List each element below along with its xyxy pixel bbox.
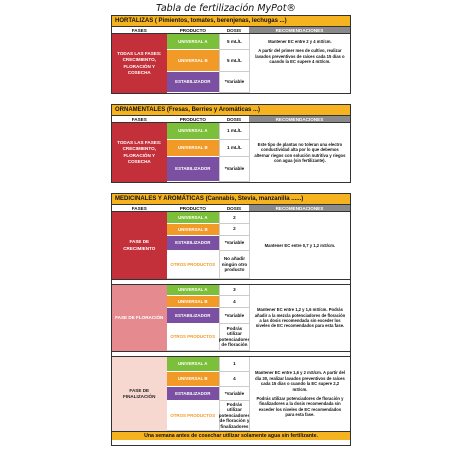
recommendation: Mantener EC entre 0,7 y 1,2 mS/cm. bbox=[264, 242, 336, 248]
dose-cell: 5 mL/L bbox=[219, 34, 249, 50]
product-universal-a: UNIVERSAL A bbox=[167, 123, 220, 140]
col-dosis: DOSIS bbox=[226, 117, 242, 122]
product-otros: OTROS PRODUCTOS bbox=[167, 401, 219, 431]
recommendation: Mantener EC entre 1,2 y 1,6 mS/cm. Podrás añadir a la mezcla potenciadores de floración a las dosis recomendada sin exceder los niveles de EC recomendados para esta fase. bbox=[254, 307, 346, 329]
dose-cell: No añadir ningún otro producto bbox=[219, 251, 249, 279]
recommendation: Mantener EC entre 1,6 y 2 mS/cm. A partir del día 30, realizar lavados preventivos de raíces cada 15 días o cuando la EC supere 2,2 mS/cm. bbox=[254, 370, 345, 392]
product-universal-b: UNIVERSAL B bbox=[167, 372, 219, 387]
dose-cell: Podrás utilizar potenciadores de floración y finalizadores bbox=[219, 401, 249, 431]
dose-cell: 2 bbox=[219, 224, 249, 236]
fase-floracion: FASE DE FLORACIÓN bbox=[112, 285, 167, 351]
col-fases: FASES bbox=[131, 117, 147, 122]
product-estabilizador: ESTABILIZADOR bbox=[167, 308, 219, 324]
recommendation: Este tipo de plantas no toleran una electro conductividad alta por lo que debemos alternar riegos con solución nutritiva y riegos con agua (sin fertilizante). bbox=[254, 141, 346, 163]
fase-crecimiento: FASE DE CRECIMIENTO bbox=[112, 212, 167, 279]
dose-cell: *Variable bbox=[219, 157, 249, 182]
product-estabilizador: ESTABILIZADOR bbox=[167, 236, 220, 252]
hortalizas-section bbox=[111, 15, 351, 94]
col-dosis: DOSIS bbox=[226, 28, 242, 33]
product-universal-b: UNIVERSAL B bbox=[167, 50, 220, 72]
product-universal-a: UNIVERSAL A bbox=[167, 212, 220, 224]
col-fases: FASES bbox=[131, 206, 147, 211]
column-headers bbox=[112, 27, 350, 34]
column-headers bbox=[112, 205, 350, 212]
fase-cell: TODAS LAS FASES: CRECIMIENTO, FLORACIÓN Y COSECHA bbox=[112, 123, 167, 182]
dose-cell: 1 mL/L bbox=[219, 140, 249, 157]
product-universal-b: UNIVERSAL B bbox=[167, 296, 219, 309]
medicinales-section bbox=[111, 193, 351, 446]
dose-cell: 2 bbox=[219, 212, 249, 224]
col-producto: PRODUCTO bbox=[179, 117, 206, 122]
col-recomendaciones: RECOMENDACIONES bbox=[249, 205, 350, 211]
dose-cell: 5 mL/L bbox=[219, 50, 249, 72]
col-producto: PRODUCTO bbox=[179, 206, 206, 211]
recommendation: Mantener EC entre 2 y 4 mS/cm. bbox=[268, 39, 332, 44]
dose-cell: *Variable bbox=[219, 72, 249, 93]
dose-cell: 1 bbox=[219, 357, 249, 372]
col-recomendaciones: RECOMENDACIONES bbox=[249, 27, 350, 33]
recommendation: A partir del primer mes de cultivo, realizar lavados preventivos de raíces cada 15 días o cuando la EC supere 4 mS/cm. bbox=[255, 48, 345, 65]
product-universal-a: UNIVERSAL A bbox=[167, 34, 220, 50]
medicinales-header: MEDICINALES Y AROMÁTICAS (Cannabis, Stevia, manzanilla ......) bbox=[112, 194, 350, 205]
fase-cell: TODAS LAS FASES: CRECIMIENTO, FLORACIÓN Y COSECHA bbox=[112, 34, 167, 93]
dose-cell: Podrás utilizar potenciadores de floración bbox=[219, 324, 249, 351]
product-estabilizador: ESTABILIZADOR bbox=[167, 72, 220, 93]
column-headers bbox=[112, 116, 350, 123]
ornamentales-header: ORNAMENTALES (Fresas, Berries y Aromáticas ...) bbox=[112, 105, 350, 116]
footer-note: Una semana antes de cosechar utilizar solamente agua sin fertilizante. bbox=[112, 431, 350, 440]
page-title: Tabla de fertilización MyPot® bbox=[156, 3, 296, 14]
product-estabilizador: ESTABILIZADOR bbox=[167, 387, 219, 402]
dose-cell: *Variable bbox=[219, 387, 249, 402]
col-producto: PRODUCTO bbox=[179, 28, 206, 33]
dose-cell: *Variable bbox=[219, 308, 249, 324]
ornamentales-section bbox=[111, 104, 351, 183]
dose-cell: 4 bbox=[219, 296, 249, 309]
col-fases: FASES bbox=[131, 28, 147, 33]
recommendation: Podrás utilizar potenciadores de floración y finalizadores a la dosis recomendada sin exceder los niveles de EC recomendados para esta fase. bbox=[256, 396, 344, 418]
product-universal-b: UNIVERSAL B bbox=[167, 140, 220, 157]
fase-finalizacion: FASE DE FINALIZACIÓN bbox=[112, 357, 167, 431]
dose-cell: 4 bbox=[219, 372, 249, 387]
dose-cell: *Variable bbox=[219, 236, 249, 252]
product-universal-a: UNIVERSAL A bbox=[167, 285, 219, 296]
hortalizas-header: HORTALIZAS ( Pimientos, tomates, berenjenas, lechugas ...) bbox=[112, 16, 350, 27]
product-otros: OTROS PRODUCTOS bbox=[167, 251, 220, 279]
product-universal-b: UNIVERSAL B bbox=[167, 224, 220, 236]
product-otros: OTROS PRODUCTOS bbox=[167, 324, 219, 351]
dose-cell: 3 bbox=[219, 285, 249, 296]
product-universal-a: UNIVERSAL A bbox=[167, 357, 219, 372]
col-dosis: DOSIS bbox=[226, 206, 242, 211]
product-estabilizador: ESTABILIZADOR bbox=[167, 157, 220, 182]
dose-cell: 1 mL/L bbox=[219, 123, 249, 140]
col-recomendaciones: RECOMENDACIONES bbox=[249, 116, 350, 122]
